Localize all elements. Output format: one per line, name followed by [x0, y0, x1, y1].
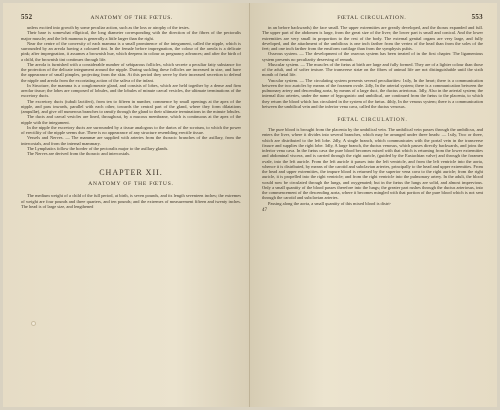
paragraph: Their base is somewhat elliptical, the long diameter corresponding with the direction of the fibres of the pectoralis major muscle; and the left mamma is generally a little larger than the right.: [21, 30, 241, 41]
paragraph: In the nipple the excretory ducts are surrounded by a tissue analogous to the dartos of the scrotum, to which the power of erectility of the nipple seems due. There is no appearance of any structure resembling erectile tissue.: [21, 124, 241, 135]
signature-mark: 47: [262, 207, 267, 213]
left-body-top: [21, 25, 241, 156]
right-body-bottom: [262, 127, 483, 206]
left-page: [3, 3, 250, 407]
paragraph: unless excited into growth by some peculiar action, such as the loss or atrophy of the testes.: [27, 25, 190, 30]
right-body-top: [262, 25, 483, 109]
left-running-head: [21, 13, 241, 21]
running-title: FŒTAL CIRCULATION.: [337, 15, 407, 21]
book-spread: [3, 3, 497, 407]
paragraph: The areola is furnished with a considerable number of sebiparous follicles, which secrete a peculiar fatty substance for the protection of the delicate integument around the nipple. During suckling these follicles are increased in size, and have the appearance of small pimples, projecting from the skin. At this period they serve by their increased secretion to defend the nipple and areola from the excoriating action of the saliva of the infant.: [21, 61, 241, 83]
paragraph: Passing along the aorta, a small quantity of this mixed blood is distri-: [268, 200, 392, 206]
paragraph: The medium weight of a child of the full period, at birth, is seven pounds, and its length seventeen inches; the extremes of weight are four pounds and three quarters, and ten pounds; and the extremes of measurement fifteen and twenty inches. The head is of large size, and lengthened: [21, 193, 241, 209]
paragraph: Vessels and Nerves. — The mammæ are supplied with arteries from the thoracic branches of the axillary, from the intercostals, and from the internal mammary.: [21, 135, 241, 146]
paragraph: The Lymphatics follow the border of the pectoralis major to the axillary glands.: [27, 145, 169, 151]
right-running-head: [262, 13, 483, 21]
section-title: FŒTAL CIRCULATION.: [337, 117, 408, 123]
paragraph: in an before backwards) the face small. The upper extremities are greatly developed, and the thorax expanded and full. The upper part of the abdomen is large, from the great size of the liver; the lower part is small and conical. And the lower extremities are very small in proportion to the rest of the body. The external genital organs are very large, and fully developed, and the attachment of the umbilicus is one inch farther from the vertex of the head than from the soles of the feet; and one inch farther from the ensiform cartilage than from the symphysis pubis.: [262, 25, 483, 51]
paragraph: Muscular system. — The muscles of the fœtus at birth are large and fully formed. They are of a lighter colour than those of the adult, and of softer texture. The transverse striæ on the fibres of animal life are not distinguishable until the sixth month of fœtal life.: [262, 61, 483, 78]
paragraph: In Structure, the mamma is a conglomerate gland, and consists of lobes, which are held together by a dense and firm areolar tissue; the lobes are composed of lobules, and the lobules of minute caecal vesicles, the ultimate terminations of the excretory ducts.: [21, 82, 241, 99]
paragraph: Near the centre of the convexity of each mamma is a small prominence of the integument, called the nipple, which is surrounded by an areola having a coloured tint. In the female before impregnation, the colour of the areola is a delicate pink; after impregnation, it assumes a brownish hue, which deepens in colour as pregnancy advances; and after the birth of a child, the brownish tint continues through life.: [21, 40, 241, 62]
right-page: [250, 3, 497, 407]
left-body-bottom: [21, 193, 241, 209]
paragraph: Osseous system. — The development of the osseous system has been treated of in the first chapter. The ligamentous system presents no peculiarity deserving of remark.: [262, 51, 483, 62]
paragraph: The Nerves are derived from the thoracic and intercostals.: [27, 151, 131, 156]
chapter-title: ANATOMY OF THE FŒTUS.: [88, 181, 174, 188]
chapter-heading: CHAPTER XII.: [99, 168, 163, 178]
paper-hole: [31, 321, 36, 326]
page-number: 553: [471, 13, 483, 21]
paragraph: The pure blood is brought from the placenta by the umbilical vein. The umbilical vein passes through the umbilicus, and enters the liver, where it divides into several branches, which may be arranged under three heads: — 1stly, Two or three, which are distributed to the left lobe. 2dly, A single branch, which communicates with the portal vein in the transverse fissure and supplies the right lobe. 3dly, A large branch, the ductus venosus, which passes directly backwards, and joins the inferior vena cava. In the fœtus cava the pure blood becomes mixed with that which is returning from the lower extremities and abdominal viscera, and is carried through the right auricle, (guided by the Eustachian valve) and through the foramen ovale, into the left auricle. From the left auricle it passes into the left ventricle, and from the left ventricle into the aorta, whence it is distributed, by means of the carotid and subclavian arteries, principally to the head and upper extremities. From the head and upper extremities, the impure blood is returned by the superior vena cava to the right auricle; from the right auricle, it is propelled into the right ventricle; and from the right ventricle into the pulmonary artery. In the adult, the blood would now be circulated through the lungs, and oxygenated; but in the fœtus the lungs are solid, and almost impervious. Only a small quantity of the blood passes therefore into the lungs; the greater part rushes through the ductus arteriosus, into the commencement of the descending aorta, where it becomes mingled with that portion of the pure blood which is not sent through the carotid and subclavian arteries.: [262, 127, 483, 201]
paragraph: The ducts and caecal vesicles are lined, throughout, by a mucous membrane, which is continuous at the apex of the nipple with the integument.: [21, 114, 241, 125]
paragraph: Vascular system. — The circulating system presents several peculiarities: 1stly, In the heart; there is a communication between the two auricles by means of the foramen ovale. 2dly, In the arterial system; there is a communication between the pulmonary artery and descending aorta, by means of a large duct, the ductus arteriosus. 3dly, Also in the arterial system; the internal iliac arteries, under the name of hypogastric and umbilical, are continued from the fœtus to the placenta, to which they return the blood which has circulated in the system of the fœtus. 4thly, In the venous system; there is a communication between the umbilical vein and the inferior vena cava, called the ductus venosus.: [262, 77, 483, 109]
paragraph: The excretory ducts (tubuli lactiferi), from ten to fifteen in number, commence by small openings at the apex of the nipple, and pass inwards, parallel with each other, towards the central part of the gland, where they form dilatations (ampullæ), and give off numerous branches to ramify through the gland to their ultimate terminations in the minute lobules.: [21, 98, 241, 114]
page-number: 552: [21, 13, 33, 21]
running-title: ANATOMY OF THE FŒTUS.: [90, 15, 173, 21]
